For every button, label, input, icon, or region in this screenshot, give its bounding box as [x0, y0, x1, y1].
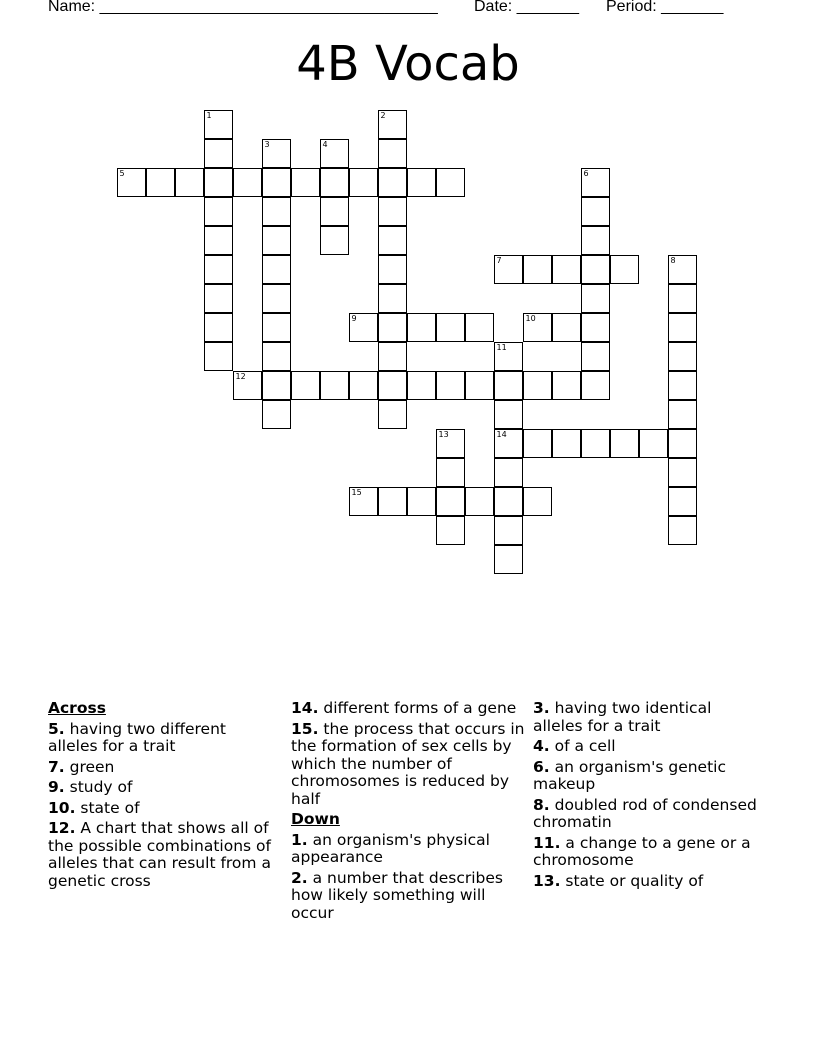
clue-text: study of: [64, 778, 133, 796]
grid-cell[interactable]: [349, 313, 378, 342]
grid-cell[interactable]: [407, 313, 436, 342]
clue-text: a number that describes how likely something will occur: [291, 868, 503, 922]
grid-cell[interactable]: [610, 255, 639, 284]
clue-number: 4.: [533, 737, 550, 755]
clue-number: 10.: [48, 798, 76, 817]
down-clue-1: [291, 832, 525, 867]
grid-cell[interactable]: [378, 168, 407, 197]
across-heading: Across: [48, 699, 106, 717]
grid-cell[interactable]: [175, 168, 204, 197]
grid-cell[interactable]: [320, 168, 349, 197]
grid-cell[interactable]: [523, 371, 552, 400]
grid-cell[interactable]: [378, 197, 407, 226]
cell-number: 11: [496, 342, 507, 352]
grid-cell[interactable]: [668, 400, 697, 429]
cell-number: 9: [351, 313, 357, 323]
grid-cell[interactable]: [523, 255, 552, 284]
across-clue-5: [48, 721, 280, 756]
cell-number: 3: [264, 139, 270, 149]
cell-number: 7: [496, 255, 502, 265]
clue-number: 8.: [533, 795, 550, 814]
down-clue-6: [533, 759, 763, 794]
grid-cell[interactable]: [262, 226, 291, 255]
grid-cell[interactable]: [436, 516, 465, 545]
grid-cell[interactable]: [204, 110, 233, 139]
clue-text: an organism's genetic makeup: [533, 757, 726, 793]
cell-number: 8: [670, 255, 676, 265]
grid-cell[interactable]: [523, 487, 552, 516]
grid-cell[interactable]: [407, 371, 436, 400]
clue-number: 14.: [291, 699, 319, 717]
down-clue-list: [291, 832, 525, 923]
grid-cell[interactable]: [668, 371, 697, 400]
clues-column-3: [533, 700, 763, 893]
grid-cell[interactable]: [436, 371, 465, 400]
grid-cell[interactable]: [204, 284, 233, 313]
grid-cell[interactable]: [668, 342, 697, 371]
clue-text: green: [64, 757, 115, 776]
grid-cell[interactable]: [494, 545, 523, 574]
grid-cell[interactable]: [465, 371, 494, 400]
clue-text: doubled rod of condensed chromatin: [533, 795, 757, 831]
grid-cell[interactable]: [349, 168, 378, 197]
grid-cell[interactable]: [262, 139, 291, 168]
grid-cell[interactable]: [378, 255, 407, 284]
grid-cell[interactable]: [378, 139, 407, 168]
grid-cell[interactable]: [581, 168, 610, 197]
grid-cell[interactable]: [378, 284, 407, 313]
clue-number: 1.: [291, 830, 308, 849]
grid-cell[interactable]: [204, 342, 233, 371]
grid-cell[interactable]: [668, 255, 697, 284]
grid-cell[interactable]: [204, 313, 233, 342]
grid-cell[interactable]: [291, 168, 320, 197]
grid-cell[interactable]: [233, 371, 262, 400]
cell-number: 14: [496, 429, 507, 439]
grid-cell[interactable]: [668, 487, 697, 516]
grid-cell[interactable]: [320, 197, 349, 226]
grid-cell[interactable]: [407, 487, 436, 516]
across-clue-12: [48, 820, 280, 890]
grid-cell[interactable]: [494, 371, 523, 400]
date-field-label[interactable]: Date: _______: [474, 0, 579, 15]
down-clue-13: [533, 873, 763, 891]
grid-cell[interactable]: [436, 313, 465, 342]
clue-text: different forms of a gene: [318, 699, 517, 717]
clue-number: 7.: [48, 757, 65, 776]
grid-cell[interactable]: [581, 284, 610, 313]
grid-cell[interactable]: [204, 197, 233, 226]
across-clue-7: [48, 759, 280, 777]
grid-cell[interactable]: [320, 139, 349, 168]
grid-cell[interactable]: [436, 458, 465, 487]
across-clue-list: [48, 721, 280, 891]
grid-cell[interactable]: [262, 255, 291, 284]
grid-cell[interactable]: [378, 487, 407, 516]
grid-cell[interactable]: [204, 255, 233, 284]
grid-cell[interactable]: [552, 313, 581, 342]
cell-number: 12: [235, 371, 246, 381]
grid-cell[interactable]: [668, 284, 697, 313]
grid-cell[interactable]: [668, 458, 697, 487]
clue-number: 11.: [533, 833, 561, 852]
grid-cell[interactable]: [610, 429, 639, 458]
grid-cell[interactable]: [581, 226, 610, 255]
grid-cell[interactable]: [349, 371, 378, 400]
grid-cell[interactable]: [378, 342, 407, 371]
grid-cell[interactable]: [204, 226, 233, 255]
clue-text: state or quality of: [560, 871, 704, 890]
clue-number: 6.: [533, 757, 550, 776]
down-heading: Down: [291, 810, 340, 828]
grid-cell[interactable]: [436, 168, 465, 197]
grid-cell[interactable]: [262, 197, 291, 226]
cell-number: 5: [119, 168, 125, 178]
grid-cell[interactable]: [523, 429, 552, 458]
grid-cell[interactable]: [320, 226, 349, 255]
cell-number: 2: [380, 110, 386, 120]
across-clue-15: [291, 721, 525, 809]
grid-cell[interactable]: [204, 139, 233, 168]
cell-number: 15: [351, 487, 362, 497]
clue-text: having two different alleles for a trait: [48, 719, 226, 755]
clue-number: 12.: [48, 819, 76, 837]
grid-cell[interactable]: [349, 487, 378, 516]
grid-cell[interactable]: [465, 487, 494, 516]
grid-cell[interactable]: [494, 429, 523, 458]
grid-cell[interactable]: [204, 168, 233, 197]
grid-cell[interactable]: [581, 255, 610, 284]
grid-cell[interactable]: [552, 371, 581, 400]
page-title: 4B Vocab: [296, 36, 520, 92]
grid-cell[interactable]: [262, 400, 291, 429]
cell-number: 6: [583, 168, 589, 178]
grid-cell[interactable]: [581, 313, 610, 342]
clue-number: 13.: [533, 871, 561, 890]
clue-number: 5.: [48, 719, 65, 738]
clue-text: an organism's physical appearance: [291, 830, 490, 866]
grid-cell[interactable]: [581, 342, 610, 371]
grid-cell[interactable]: [668, 313, 697, 342]
across-clue-14: [291, 700, 525, 718]
grid-cell[interactable]: [494, 516, 523, 545]
grid-cell[interactable]: [639, 429, 668, 458]
grid-cell[interactable]: [494, 342, 523, 371]
grid-cell[interactable]: [378, 371, 407, 400]
grid-cell[interactable]: [262, 342, 291, 371]
grid-cell[interactable]: [494, 458, 523, 487]
down-clue-11: [533, 835, 763, 870]
cell-number: 1: [206, 110, 212, 120]
grid-cell[interactable]: [668, 429, 697, 458]
name-field-label[interactable]: Name: ______________________________________: [48, 0, 438, 15]
clues-column-1: [48, 700, 280, 893]
clue-number: 3.: [533, 699, 550, 717]
grid-cell[interactable]: [262, 284, 291, 313]
grid-cell[interactable]: [146, 168, 175, 197]
grid-cell[interactable]: [436, 429, 465, 458]
clue-number: 15.: [291, 719, 319, 738]
down-clue-2: [291, 870, 525, 923]
grid-cell[interactable]: [494, 255, 523, 284]
down-clue-8: [533, 797, 763, 832]
grid-cell[interactable]: [262, 313, 291, 342]
across-clue-list-continued: [291, 700, 525, 808]
clue-text: having two identical alleles for a trait: [533, 699, 712, 735]
grid-cell[interactable]: [320, 371, 349, 400]
clue-text: state of: [75, 798, 140, 817]
cell-number: 13: [438, 429, 449, 439]
clue-text: A chart that shows all of the possible combinations of alleles that can result from a genetic cross: [48, 819, 271, 890]
grid-cell[interactable]: [117, 168, 146, 197]
grid-cell[interactable]: [262, 371, 291, 400]
grid-cell[interactable]: [378, 226, 407, 255]
across-clue-10: [48, 800, 280, 818]
clue-text: the process that occurs in the formation of sex cells by which the number of chromosomes is reduced by half: [291, 719, 525, 808]
across-clue-9: [48, 779, 280, 797]
grid-cell[interactable]: [581, 197, 610, 226]
clue-number: 9.: [48, 778, 65, 796]
cell-number: 4: [322, 139, 328, 149]
down-clue-4: [533, 738, 763, 756]
grid-cell[interactable]: [262, 168, 291, 197]
grid-cell[interactable]: [494, 487, 523, 516]
grid-cell[interactable]: [291, 371, 320, 400]
grid-cell[interactable]: [407, 168, 436, 197]
grid-cell[interactable]: [581, 429, 610, 458]
grid-cell[interactable]: [552, 429, 581, 458]
grid-cell[interactable]: [494, 400, 523, 429]
grid-cell[interactable]: [465, 313, 494, 342]
clues-column-2: [291, 700, 525, 925]
clue-text: a change to a gene or a chromosome: [533, 833, 751, 869]
down-clue-list-continued: [533, 700, 763, 890]
grid-cell[interactable]: [436, 487, 465, 516]
period-field-label[interactable]: Period: _______: [606, 0, 724, 15]
grid-cell[interactable]: [668, 516, 697, 545]
grid-cell[interactable]: [378, 110, 407, 139]
grid-cell[interactable]: [378, 400, 407, 429]
grid-cell[interactable]: [581, 371, 610, 400]
clue-number: 2.: [291, 868, 308, 887]
cell-number: 10: [525, 313, 536, 323]
grid-cell[interactable]: [523, 313, 552, 342]
grid-cell[interactable]: [552, 255, 581, 284]
grid-cell[interactable]: [233, 168, 262, 197]
clue-text: of a cell: [549, 737, 616, 755]
grid-cell[interactable]: [378, 313, 407, 342]
down-clue-3: [533, 700, 763, 735]
